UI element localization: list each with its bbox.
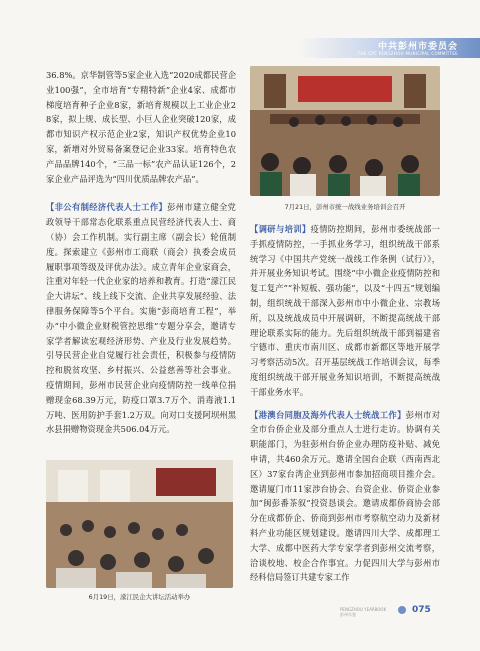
photo-lecture (46, 460, 233, 588)
footer-logo-line2: 彭州年鉴 (340, 612, 356, 617)
left-paragraph-1: 36.8%。京华制管等5家企业入选“2020成都民营企业100强”，全市培育“专精特新”企业4家、成都市梯度培育种子企业8家，新培育规模以上工业企业28家，拟上规、成长型、小巨人企业突破120家，成都市知识产权示范企业2家，知识产权优势企业10家，新增对外贸易备案登记企业33家。培育特色农产品品牌140个，“三品一标”农产品认证126个，2家企业产品评选为“四川优质品牌农产品”。 (46, 70, 236, 184)
page-number-text: 075 (412, 605, 431, 615)
footer-logo (340, 607, 400, 617)
section-heading-nonpublic: 【非公有制经济代表人士工作】 (46, 202, 168, 213)
right-paragraph-2 (250, 408, 440, 586)
section-body-nonpublic: 彭州市建立健全党政领导干部常态化联系重点民营经济代表人士、商（协）会工作机制。实行副主席（副会长）轮值制度。探索建立《彭州市工商联（商会）执委会成员履职事项等级及评优办法》。成立青年企业家商会，注重对年轻一代企业家的培养和教育。打造“濛江民企大讲坛”、线上线下交流、企业共享发展经验、法律服务保障等5个平台。实施“彭商培育工程”，举办“中小微企业财税管控思维”专题分享会，邀请专家学者解读宏观经济形势、产业及行业发展趋势。引导民营企业自觉履行社会责任，积极参与疫情防控和脱贫攻坚、乡村振兴、公益慈善等社会事业。疫情期间，彭州市民营企业向疫情防控一线单位捐赠现金68.39万元，防疫口罩3.7万个、消毒液1.1万吨、医用防护手套1.2万双。向对口支援阿坝州黑水县捐赠物资现金共506.04万元。 (46, 202, 236, 435)
right-paragraph-1 (250, 222, 440, 400)
header-title: 中共彭州市委员会 (377, 42, 458, 52)
caption-lecture: 6月19日，濛江民企大讲坛活动举办 (88, 593, 191, 601)
footer-logo-line1: PENGZHOU YEARBOOK (340, 607, 387, 612)
page-number (398, 603, 444, 617)
left-paragraph-2 (46, 200, 236, 437)
caption-training: 7月21日，彭州市统一战线业务培训会召开 (284, 203, 406, 211)
section-body-overseas: 彭州市对全市台侨企业及部分重点人士进行走访。协调有关职能部门，为驻彭州台侨企业办理防疫补贴、减免申请，共460余万元。邀请全国台企联（西南西北区）37家台湾企业到彭州市参加招商项目推介会。邀请厦门市11家涉台协会、台资企业、侨资企业参加“闽彭番茶叙”投资恳谈会。邀请成都侨商协会部分在成都侨企、侨商到彭州市考察航空动力及新材料产业功能区规划建设。邀请四川大学、成都理工大学、成都中医药大学专家学者到彭州交流考察，洽谈校地、校企合作事宜。力促四川大学与彭州市经科信局签订共建专家工作 (250, 409, 440, 583)
photo-training (250, 66, 440, 196)
right-column (250, 222, 440, 585)
section-heading-research: 【调研与培训】 (250, 224, 311, 234)
section-body-research: 疫情防控期间，彭州市委统战部一手抓疫情防控，一手抓业务学习，组织统战干部系统学习《中国共产党统一战线工作条例（试行）》，并开展业务知识考试。围绕“中小微企业疫情防控和复工复产”“补短板、强功能”，以及“十四五”规划编制，组织统战干部深入彭州市中小微企业、宗教场所，以及统战成员中开展调研，不断提高统战干部理论联系实际的能力。先后组织统战干部到福建省宁德市、重庆市南川区、成都市新都区等地开展学习考察活动5次。召开基层统战工作培训会议，每季度组织统战干部开展业务知识培训，不断提高统战干部业务水平。 (250, 224, 440, 397)
section-heading-overseas: 【港澳台同胞及海外代表人士统战工作】 (250, 409, 406, 420)
left-column (46, 68, 236, 437)
page-dot-icon (398, 606, 406, 614)
header-subtitle: THE CPC PENGZHOU MUNICIPAL COMMITTEE (357, 51, 458, 56)
